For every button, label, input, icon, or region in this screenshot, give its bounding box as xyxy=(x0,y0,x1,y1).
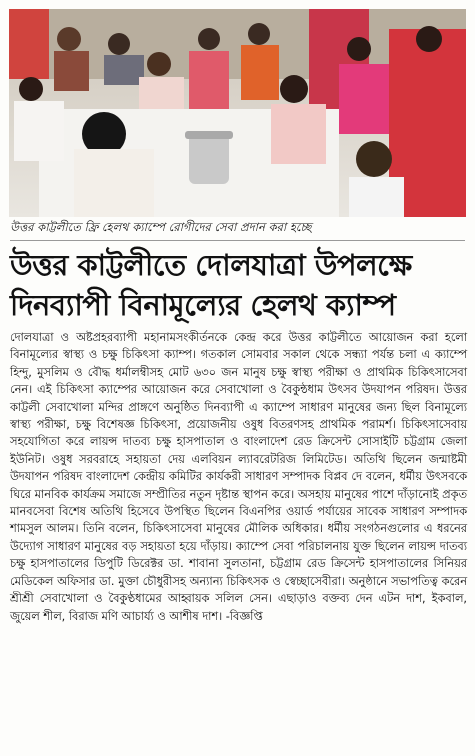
headline-line-2: দিনব্যাপী বিনামূল্যের হেলথ ক্যাম্প xyxy=(10,288,396,322)
headline-line-1: উত্তর কাট্টলীতে দোলযাত্রা উপলক্ষে xyxy=(10,248,412,282)
article-body xyxy=(10,329,467,625)
article-photo xyxy=(9,9,466,217)
health-camp-illustration xyxy=(9,9,466,217)
photo-caption: উত্তর কাট্টলীতে ফ্রি হেলথ ক্যাম্পে রোগীদের সেবা প্রদান করা হচ্ছে xyxy=(10,219,465,241)
article-paragraph: দোলযাত্রা ও অষ্টপ্রহরব্যাপী মহানামসংকীর্তনকে কেন্দ্র করে উত্তর কাট্টলীতে আয়োজন করা হলো বিনামূল্যের স্বাস্থ্য ও চক্ষু চিকিৎসা ক্যাম্প। গতকাল সোমবার সকাল থেকে সন্ধ্যা পর্যন্ত চলা এ ক্যাম্পে হিন্দু, মুসলিম ও বৌদ্ধ ধর্মালম্বীসহ মোট ৬৩০ জন মানুষ চক্ষু স্বাস্থ্য পরীক্ষা ও প্রাথমিক চিকিৎসাসেবা নেন। এই চিকিৎসা ক্যাম্পের আয়োজন করে সেবাখোলা ও বৈকুন্ঠধাম উৎসব উদযাপন পরিষদ। উত্তর কাট্টলী সেবাখোলা মন্দির প্রাঙ্গণে অনুষ্ঠিত দিনব্যাপী এ ক্যাম্পে সাধারণ মানুষের জন্য ছিল বিনামূল্যে স্বাস্থ্য পরীক্ষা, চক্ষু বিশেষজ্ঞ চিকিৎসা, প্রয়োজনীয় ওষুধ বিতরণসহ প্রাথমিক পরামর্শ। চিকিৎসাসেবায় সহযোগিতা করে লায়ন্স দাতব্য চক্ষু হাসপাতাল ও বাংলাদেশ রেড ক্রিসেন্ট সোসাইটি চট্টগ্রাম জেলা ইউনিট। ওষুধ সরবরাহে সহায়তা দেয় এলবিয়ন ল্যাবরেটরিজ লিমিটেড। অতিথি ছিলেন জন্মাষ্টমী উদযাপন পরিষদ বাংলাদেশ কেন্দ্রীয় কমিটির কার্যকরী সাধারণ সম্পাদক বিপ্লব দে বলেন, ধর্মীয় উৎসবকে ঘিরে মানবিক কার্যক্রম সমাজে সম্প্রীতির নতুন দৃষ্টান্ত স্থাপন করে। অসহায় মানুষের পাশে দাঁড়ানোই প্রকৃত মানবসেবা বিশেষ অতিথি হিসেবে উপস্থিত ছিলেন বিএনপির ওয়ার্ড পর্যায়ের সাবেক সাধারণ সম্পাদক শামসুল আলম। তিনি বলেন, চিকিৎসাসেবা মানুষের মৌলিক অধিকার। ধর্মীয় সংগঠনগুলোর এ ধরনের উদ্যোগ সাধারণ মানুষের বড় সহায়তা হয়ে দাঁড়ায়। ক্যাম্পে সেবা পরিচালনায় যুক্ত ছিলেন লায়ন্স দাতব্য চক্ষু হাসপাতালের ডিপুটি ডিরেক্টর ডা. শাবানা সুলতানা, চট্টগ্রাম রেড ক্রিসেন্ট হাসপাতালের সিনিয়র মেডিকেল অফিসার ডা. মুক্তা চৌধুরীসহ অন্যান্য চিকিৎসক ও স্বেচ্ছাসেবীরা। অনুষ্ঠানে সভাপতিত্ব করেন শ্রীশ্রী সেবাখোলা ও বৈকুণ্ঠধামের আহ্বায়ক সলিল সেন। এছাড়াও বক্তব্য দেন এটন দাশ, ইকবাল, জুয়েল শীল, বিরাজ মণি আচার্য্য ও আশীষ দাশ। -বিজ্ঞপ্তি xyxy=(10,331,467,623)
article-headline xyxy=(10,245,465,325)
